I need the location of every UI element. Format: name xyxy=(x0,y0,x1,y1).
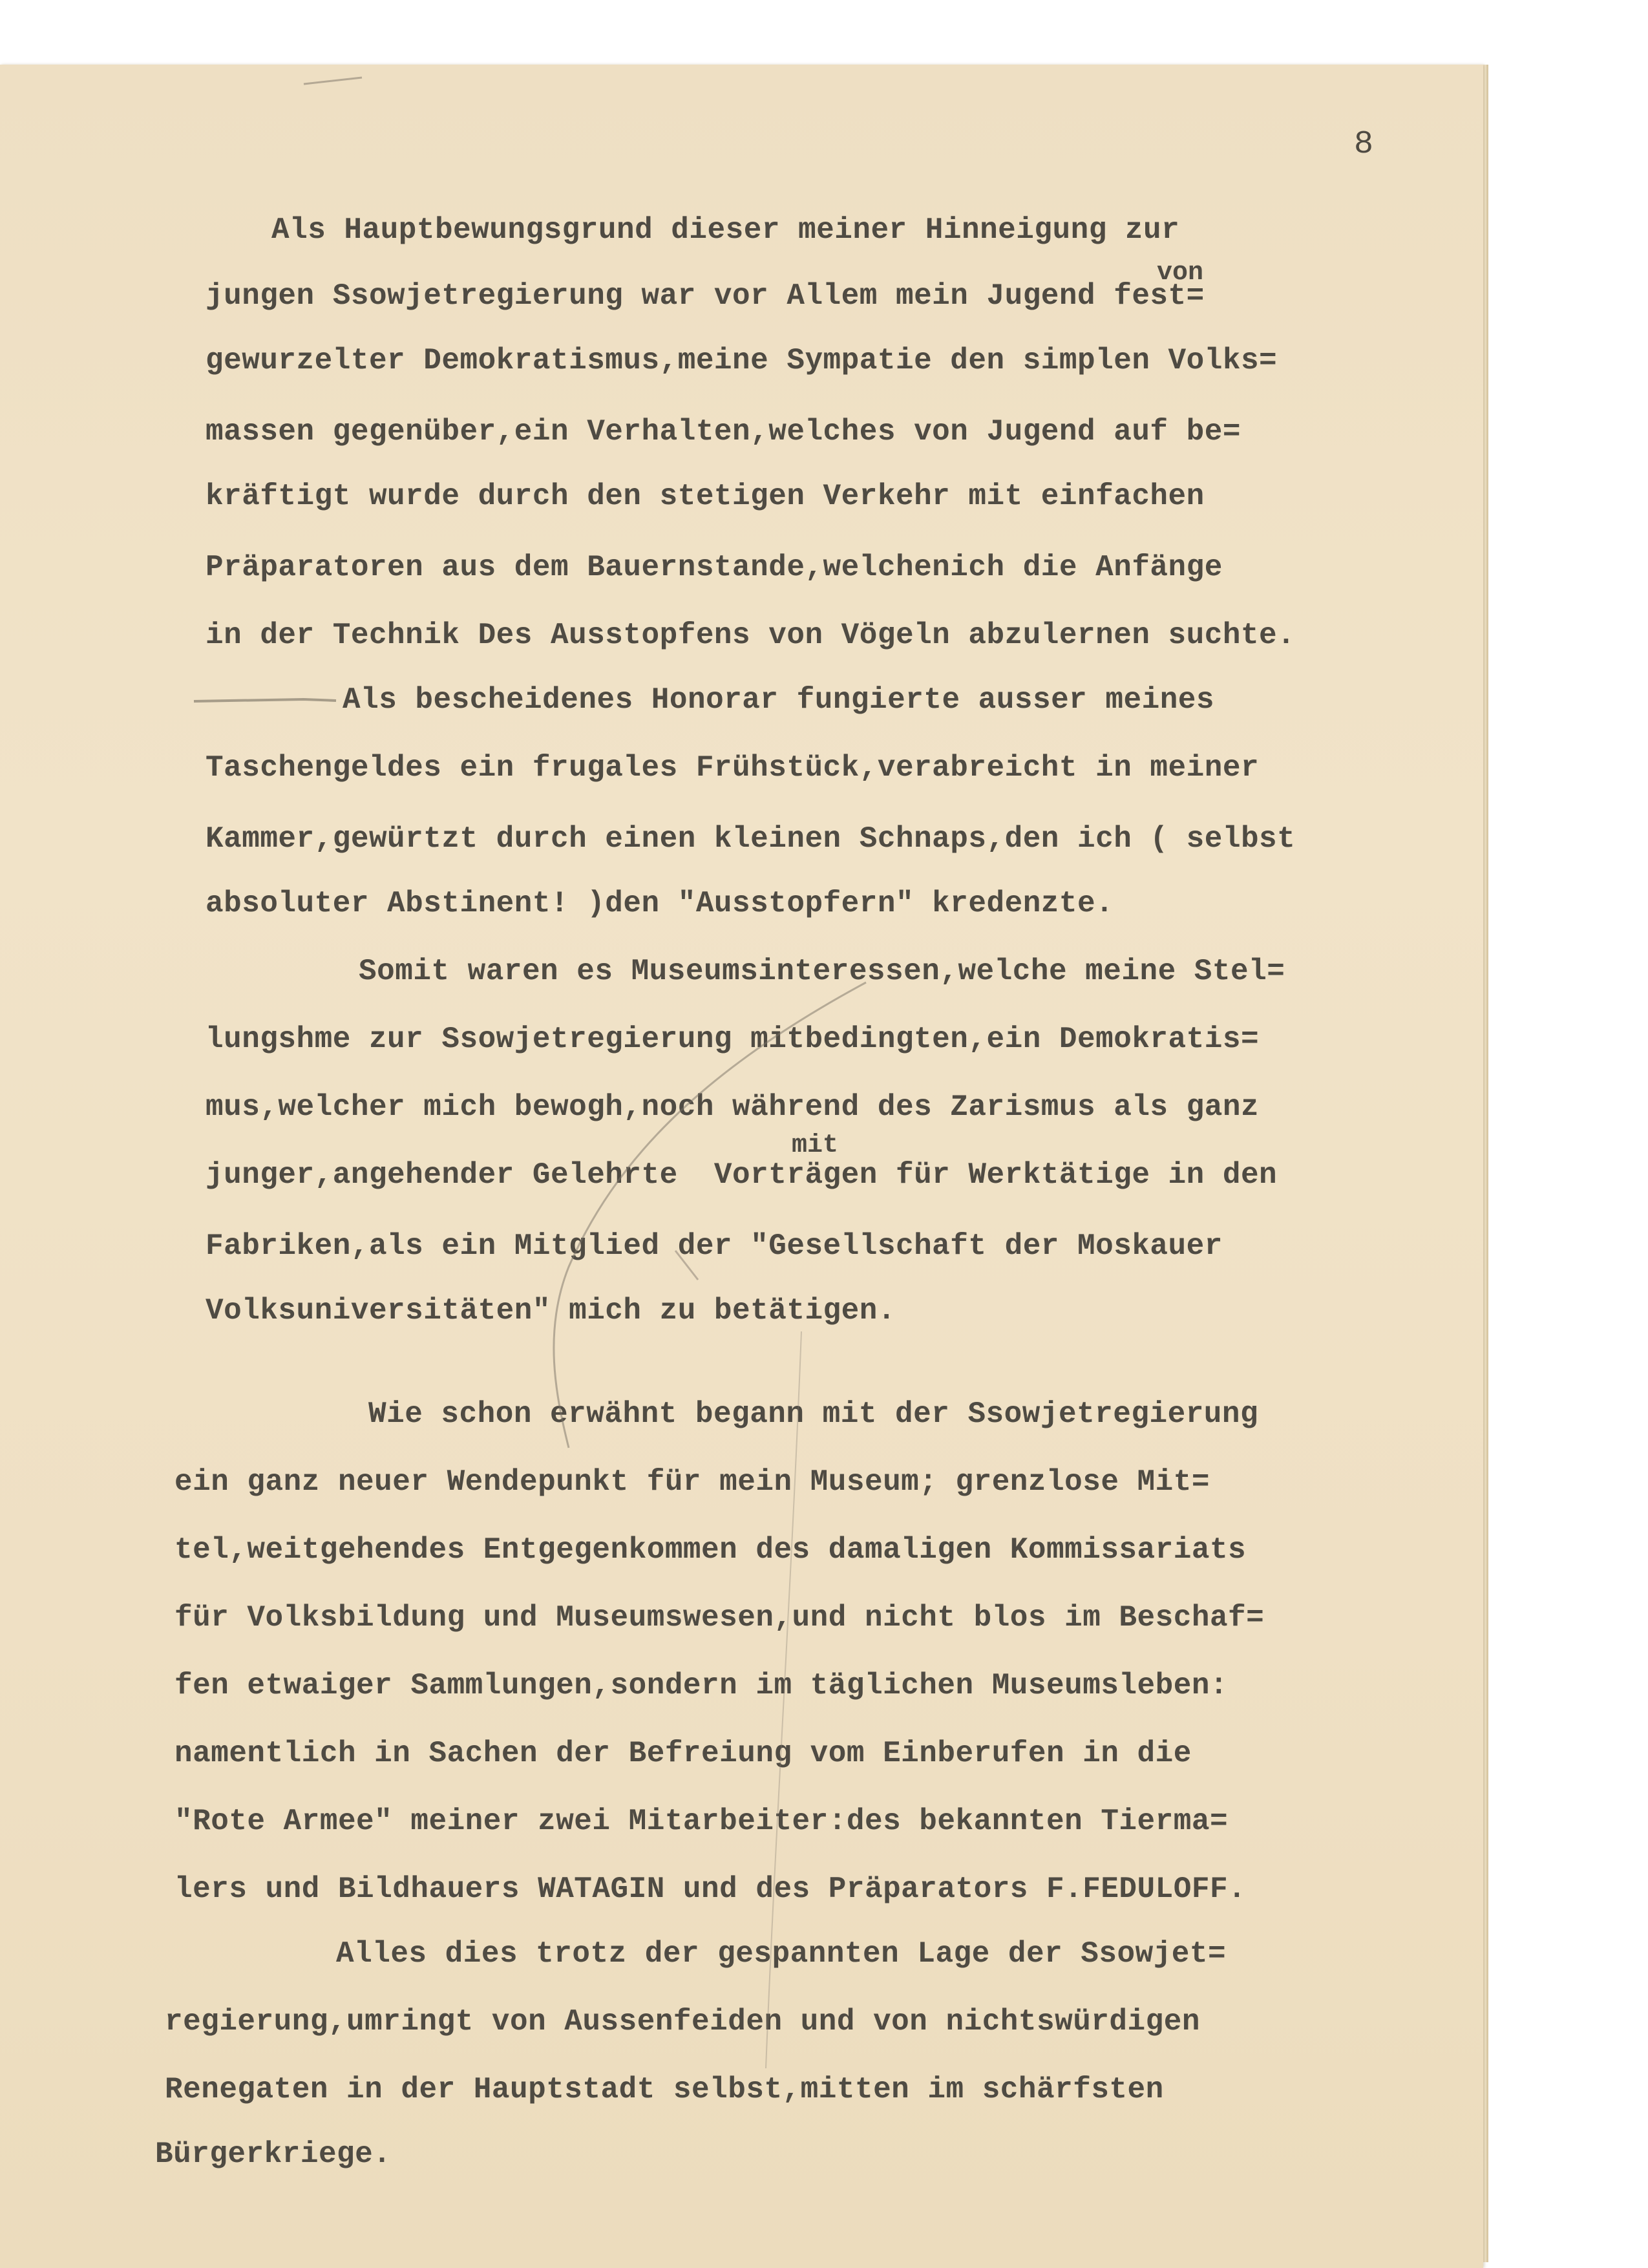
typewritten-page xyxy=(0,65,1483,2268)
text-line: Präparatoren aus dem Bauernstande,welchenich die Anfänge xyxy=(206,551,1223,584)
text-line: Als bescheidenes Honorar fungierte ausser meines xyxy=(343,683,1215,717)
text-line: kräftigt wurde durch den stetigen Verkehr mit einfachen xyxy=(206,480,1205,513)
text-line: regierung,umringt von Aussenfeiden und von nichtswürdigen xyxy=(165,2005,1200,2039)
text-line: Bürgerkriege. xyxy=(155,2137,392,2171)
text-line: in der Technik Des Ausstopfens von Vögeln abzulernen suchte. xyxy=(206,619,1296,652)
text-line: Alles dies trotz der gespannten Lage der Ssowjet= xyxy=(336,1937,1227,1971)
text-line: "Rote Armee" meiner zwei Mitarbeiter:des bekannten Tierma= xyxy=(174,1805,1229,1838)
text-line: für Volksbildung und Museumswesen,und nicht blos im Beschaf= xyxy=(174,1601,1265,1635)
text-line: namentlich in Sachen der Befreiung vom Einberufen in die xyxy=(174,1737,1192,1770)
text-line: mus,welcher mich bewogh,noch während des Zarismus als ganz xyxy=(206,1090,1260,1124)
text-line: Wie schon erwähnt begann mit der Ssowjetregierung xyxy=(368,1397,1259,1431)
text-line: Somit waren es Museumsinteressen,welche meine Stel= xyxy=(359,955,1285,988)
text-line: Taschengeldes ein frugales Frühstück,verabreicht in meiner xyxy=(206,751,1260,785)
text-line: lungshme zur Ssowjetregierung mitbedingten,ein Demokratis= xyxy=(206,1023,1260,1056)
text-body xyxy=(0,65,1483,2268)
text-line: tel,weitgehendes Entgegenkommen des damaligen Kommissariats xyxy=(174,1533,1247,1567)
text-line: Fabriken,als ein Mitglied der "Gesellschaft der Moskauer xyxy=(206,1229,1223,1263)
text-line: jungen Ssowjetregierung war vor Allem mein Jugend fest= xyxy=(206,279,1205,313)
text-line: gewurzelter Demokratismus,meine Sympatie den simplen Volks= xyxy=(206,344,1278,377)
interlinear-insertion: mit xyxy=(792,1131,839,1160)
text-line: junger,angehender Gelehrte Vorträgen für Werktätige in den xyxy=(206,1158,1278,1192)
text-line: Volksuniversitäten" mich zu betätigen. xyxy=(206,1294,896,1328)
text-line: Kammer,gewürtzt durch einen kleinen Schnaps,den ich ( selbst xyxy=(206,822,1296,856)
text-line: Als Hauptbewungsgrund dieser meiner Hinneigung zur xyxy=(271,213,1180,247)
text-line: absoluter Abstinent! )den "Ausstopfern" kredenzte. xyxy=(206,887,1114,920)
page-number: 8 xyxy=(1354,126,1374,163)
text-line: lers und Bildhauers WATAGIN und des Präparators F.FEDULOFF. xyxy=(174,1872,1247,1906)
text-line: Renegaten in der Hauptstadt selbst,mitten im schärfsten xyxy=(165,2073,1164,2106)
interlinear-insertion: von xyxy=(1157,259,1204,288)
text-line: ein ganz neuer Wendepunkt für mein Museum; grenzlose Mit= xyxy=(174,1465,1210,1499)
text-line: massen gegenüber,ein Verhalten,welches von Jugend auf be= xyxy=(206,415,1241,449)
text-line: fen etwaiger Sammlungen,sondern im täglichen Museumsleben: xyxy=(174,1669,1229,1702)
